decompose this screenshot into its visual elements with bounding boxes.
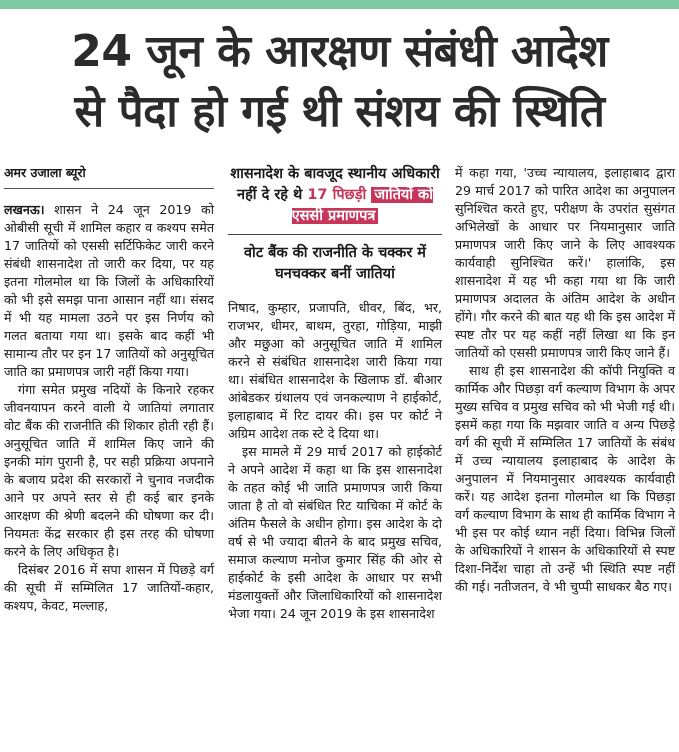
article-column-3 (455, 164, 675, 596)
subheadline-2: वोट बैंक की राजनीति के चक्कर में घनचक्कर बनीं जातियां (244, 245, 426, 282)
subheadline-1-highlight-box: जातियों को एससी प्रमाणपत्र (291, 187, 433, 224)
top-color-bar (0, 0, 679, 9)
article-column-2 (228, 164, 442, 623)
paragraph: गंगा समेत प्रमुख नदियों के किनारे रहकर जीवनयापन करने वाली ये जातियां लगातार वोट बैंक की राजनीति की शिकार होती रही हैं। अनुसूचित जाति में शामिल किए जाने की इनकी मांग पुरानी है, पर सही प्रक्रिया अपनाने के बजाय प्रदेश की सरकारों ने चुनाव नजदीक आने पर अपने स्तर से ही कई बार इनके आरक्षण की श्रेणी बदलने की घोषणा कर दी। नियमतः केंद्र सरकार ही इस तरह की घोषणा करने के लिए अधिकृत है। (4, 382, 214, 559)
dateline: लखनऊ। (4, 202, 45, 217)
byline: अमर उजाला ब्यूरो (4, 165, 86, 180)
subheadline-divider (228, 234, 442, 235)
article-column-1 (4, 164, 214, 615)
headline-line-2: से पैदा हो गई थी संशय की स्थिति (74, 86, 605, 137)
byline-divider (4, 188, 214, 189)
paragraph: साथ ही इस शासनादेश की कॉपी नियुक्ति व कार्मिक और पिछड़ा वर्ग कल्याण विभाग के अपर मुख्य सचिव व प्रमुख सचिव को भी भेजी गई थी। इसमें कहा गया कि मझवार जाति व अन्य पिछड़े वर्ग की सूची में सम्मिलित 17 जातियों के संबंध में उच्च न्यायालय इलाहाबाद के आदेश के अनुपालन में नियमानुसार आवश्यक कार्यवाही करें। यह आदेश इतना गोलमोल था कि पिछड़ा वर्ग कल्याण विभाग के साथ ही कार्मिक विभाग ने भी इस पर कोई ध्यान नहीं दिया। विभिन्न जिलों के अधिकारियों ने शासन के अधिकारियों से स्पष्ट दिशा-निर्देश चाहा तो उन्हें भी स्थिति स्पष्ट नहीं की गई। नतीजतन, वे भी चुप्पी साधकर बैठ गए। (455, 363, 675, 594)
headline (0, 22, 679, 142)
paragraph: निषाद, कुम्हार, प्रजापति, धीवर, बिंद, भर, राजभर, धीमर, बाथम, तुरहा, गोड़िया, माझी और मछुआ को अनुसूचित जाति में शामिल करने से संबंधित शासनादेश जारी किया गया था। संबंधित शासनादेश के खिलाफ डॉ. बीआर आंबेडकर ग्रंथालय एवं जनकल्याण ने हाईकोर्ट, इलाहाबाद में रिट दायर की। इस पर कोर्ट ने अग्रिम आदेश तक स्टे दे दिया था। (228, 300, 442, 441)
subheadline-1 (228, 164, 442, 227)
paragraph-text: शासन ने 24 जून 2019 को ओबीसी सूची में शामिल कहार व कश्यप समेत 17 जातियों को एससी सर्टिफिकेट जारी करने संबंधी शासनादेश तो जारी कर दिया, पर यह इतना गोलमोल था कि जिलों के अधिकारियों को भी इसे समझ पाना आसान नहीं था। संसद में भी यह मामला उठने पर इस निर्णय को गलत बताया गया था। इसके बाद कहीं भी सामान्य तौर पर इन 17 जातियों को अनुसूचित जाति का प्रमाणपत्र जारी नहीं किया गया। (4, 202, 214, 379)
paragraph: इस मामले में 29 मार्च 2017 को हाईकोर्ट ने अपने आदेश में कहा था कि इस शासनादेश के तहत कोई भी जाति प्रमाणपत्र जारी किया जाता है तो वो संबंधित रिट याचिका में कोर्ट के अंतिम फैसले के अधीन होगा। इस आदेश के दो वर्ष से भी ज्यादा बीतने के बाद प्रमुख सचिव, समाज कल्याण मनोज कुमार सिंह की ओर से हाईकोर्ट के इसी आदेश के आधार पर सभी मंडलायुक्तों और जिलाधिकारियों को शासनादेश भेजा गया। 24 जून 2019 के इस शासनादेश (228, 444, 442, 621)
paragraph (4, 201, 214, 381)
headline-line-1: 24 जून के आरक्षण संबंधी आदेश (71, 26, 608, 77)
subheadline-1-highlight: 17 पिछड़ी (307, 187, 367, 203)
paragraph: में कहा गया, 'उच्च न्यायालय, इलाहाबाद द्वारा 29 मार्च 2017 को पारित आदेश का अनुपालन सुनिश्चित करते हुए, परीक्षण के उपरांत सुसंगत अभिलेखों के आधार पर नियमानुसार जाति प्रमाणपत्र जारी किए जाने के लिए आवश्यक कार्यवाही सुनिश्चित करें।' हालांकि, इस शासनादेश में यह भी कहा गया था कि जारी प्रमाणपत्र अदालत के अंतिम आदेश के अधीन होंगे। गौर करने की बात यह थी कि इस आदेश में स्पष्ट तौर पर यह कहीं नहीं लिखा था कि इन जातियों को एससी प्रमाणपत्र जारी किए जाने हैं। (455, 165, 675, 360)
subheadline-1-text: शासनादेश के बावजूद स्थानीय अधिकारी नहीं दे रहे थे (230, 166, 440, 203)
paragraph: दिसंबर 2016 में सपा शासन में पिछड़े वर्ग की सूची में सम्मिलित 17 जातियों-कहार, कश्यप, केवट, मल्लाह, (4, 562, 214, 613)
